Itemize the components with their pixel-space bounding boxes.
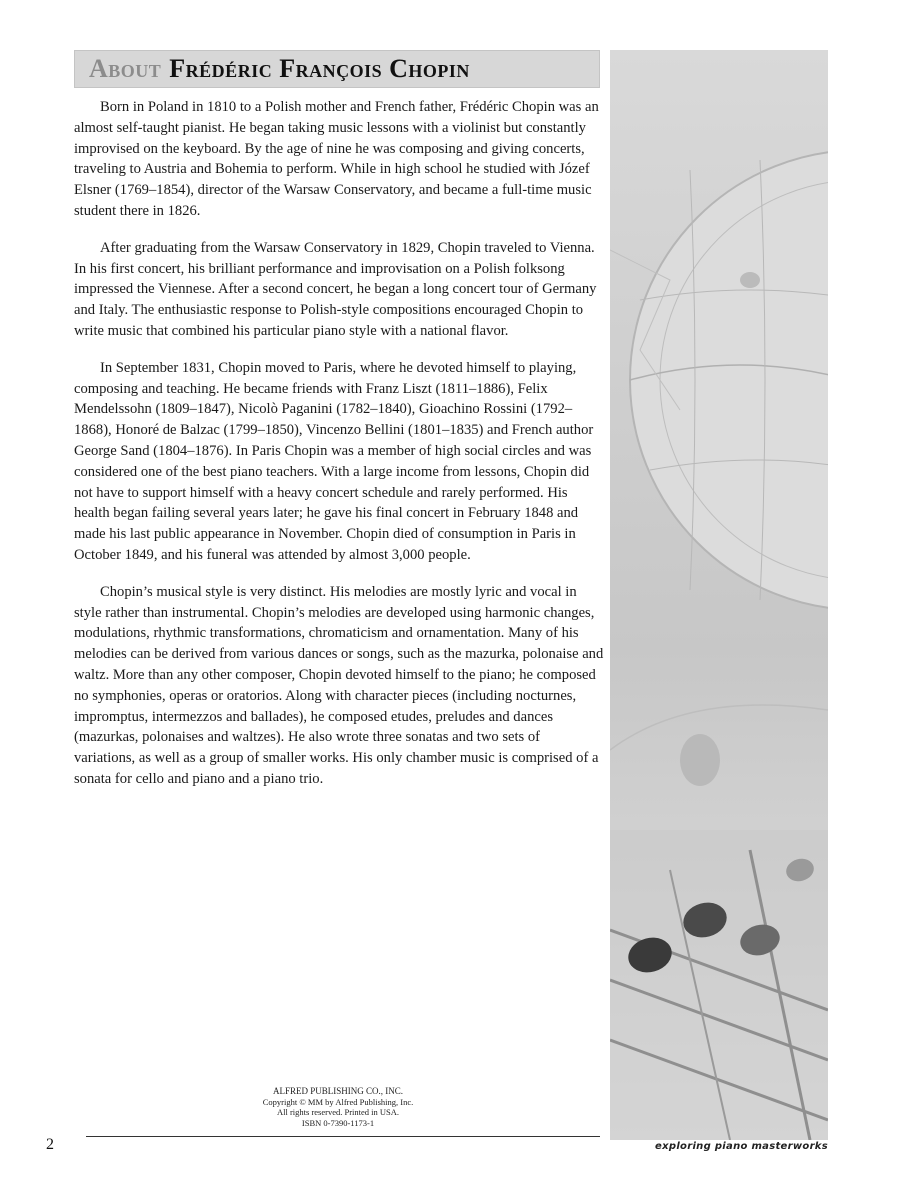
biography-text bbox=[74, 97, 604, 806]
page-number: 2 bbox=[46, 1136, 54, 1153]
page-title bbox=[74, 50, 600, 88]
paragraph: In September 1831, Chopin moved to Paris, where he devoted himself to playing, composing and teaching. He became friends with Franz Liszt (1811–1886), Felix Mendelssohn (1809–1847), Nicolò Paganini (1782–1840), Gioachino Rossini (1792–1868), Honoré de Balzac (1799–1850), Vincenzo Bellini (1801–1835) and French author George Sand (1804–1876). In Paris Chopin was a member of high social circles and was considered one of the best piano teachers. With a large income from lessons, Chopin did not have to support himself with a heavy concert schedule and rarely performed. His health began failing several years later; he gave his final concert in February 1848 and made his last public appearance in November. Chopin died of consumption in Paris in October 1849, and his funeral was attended by almost 3,000 people. bbox=[74, 359, 594, 563]
rights-line: All rights reserved. Printed in USA. bbox=[276, 1107, 400, 1117]
isbn-line: ISBN 0-7390-1173-1 bbox=[301, 1117, 375, 1128]
paragraph: Born in Poland in 1810 to a Polish mother and French father, Frédéric Chopin was an almost self-taught pianist. He began taking music lessons with a violinist but constantly improvised on the keyboard. By the age of nine he was composing and giving concerts, traveling to Austria and Bohemia to perform. While in high school he studied with Józef Elsner (1769–1854), director of the Warsaw Conservatory, and became a full-time music student there in 1826. bbox=[74, 99, 599, 219]
series-title: exploring piano masterworks bbox=[655, 1141, 828, 1152]
publisher-name: ALFRED PUBLISHING CO., INC. bbox=[272, 1086, 403, 1096]
decorative-map-piano-artwork bbox=[610, 50, 828, 1140]
paragraph: After graduating from the Warsaw Conservatory in 1829, Chopin traveled to Vienna. In his first concert, his brilliant performance and improvisation on a Polish folksong impressed the Viennese. After a second concert, he began a long concert tour of Germany and Italy. The enthusiastic response to Polish-style compositions encouraged Chopin to write music that combined his particular piano style with a national flavor. bbox=[74, 239, 597, 339]
map-illustration bbox=[610, 50, 828, 1140]
title-composer-name: Frédéric François Chopin bbox=[169, 54, 470, 83]
paragraph: Chopin’s musical style is very distinct. His melodies are mostly lyric and vocal in style rather than instrumental. Chopin’s melodies are developed using harmonic changes, modulations, rhythmic transformations, chromaticism and ornamentation. Many of his melodies can be derived from various dances or songs, such as the mazurka, polonaise and waltz. More than any other composer, Chopin devoted himself to the piano; he composed no symphonies, operas or oratorios. Along with character pieces (including nocturnes, impromptus, intermezzos and ballades), he composed etudes, preludes and dances (mazurkas, polonaises and waltzes). He also wrote three sonatas and two sets of variations, as well as a group of smaller works. His only chamber music is comprised of a sonata for cello and piano and a piano trio. bbox=[74, 583, 604, 787]
title-prefix: About bbox=[89, 54, 162, 83]
footer-divider bbox=[86, 1136, 600, 1137]
copyright-line: Copyright © MM by Alfred Publishing, Inc. bbox=[262, 1096, 414, 1107]
publisher-credits bbox=[200, 1086, 476, 1128]
